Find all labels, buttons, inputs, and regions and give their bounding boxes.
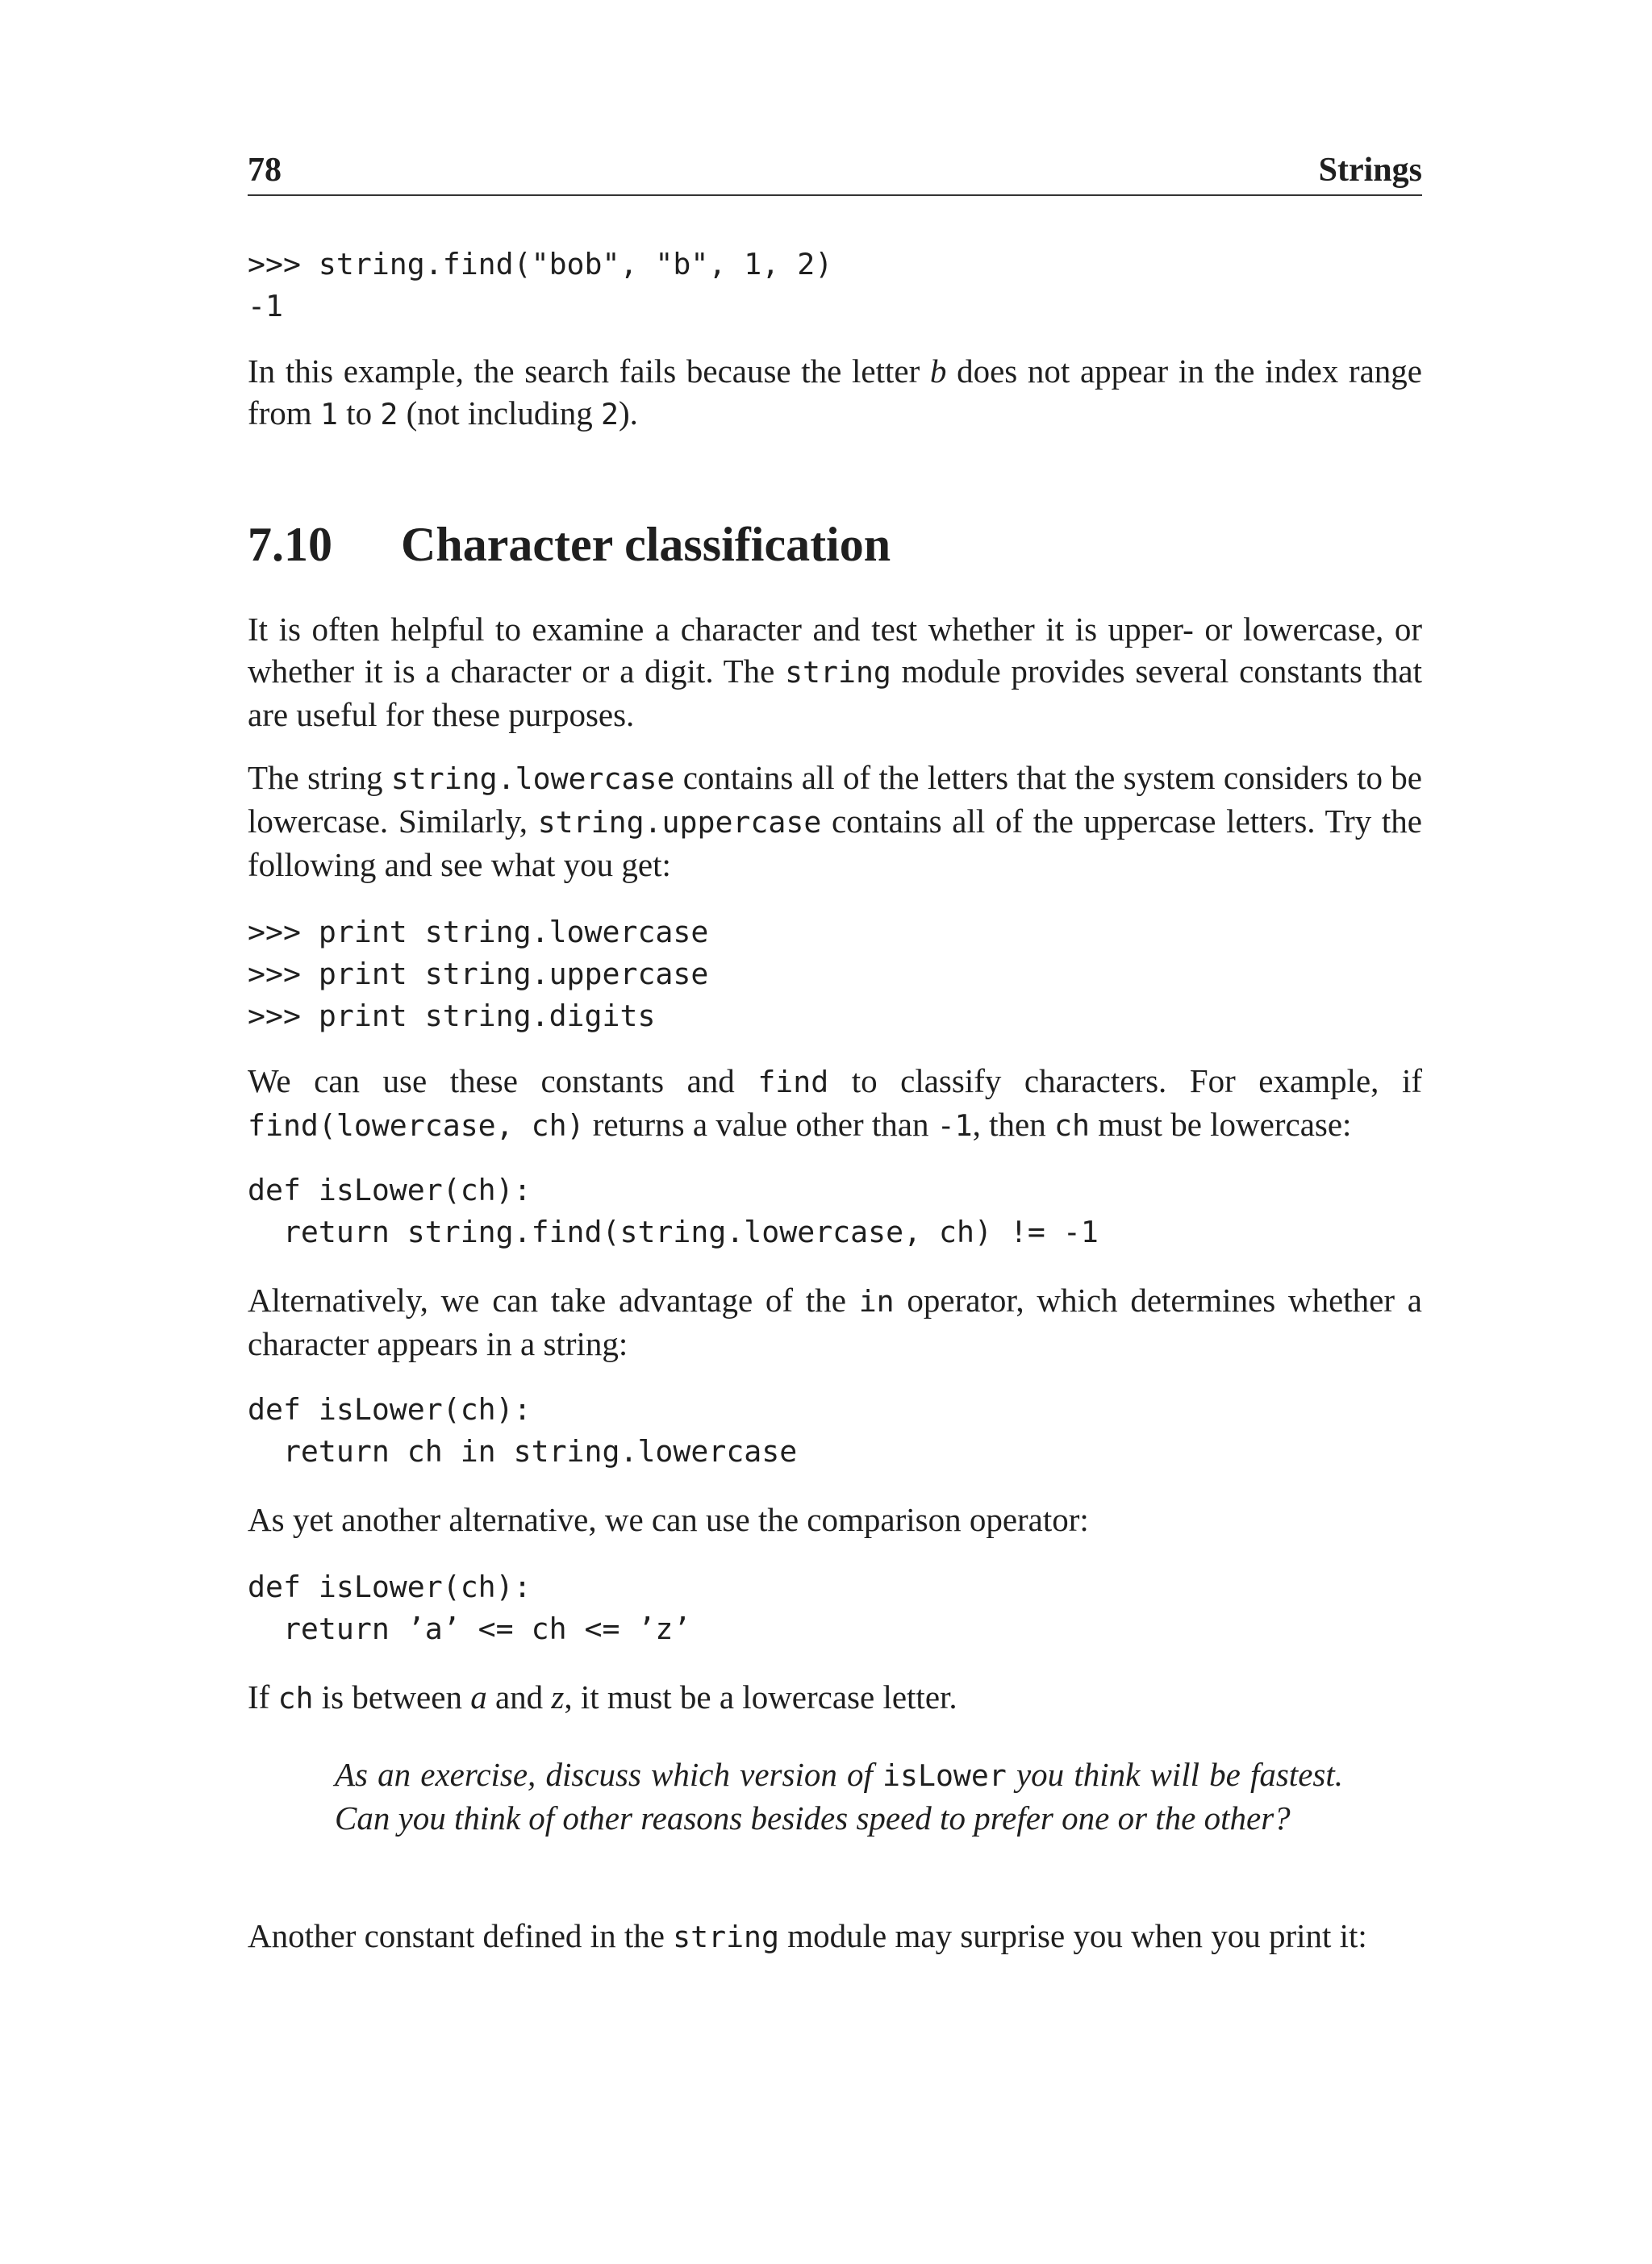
text: We can use these constants and bbox=[248, 1062, 758, 1099]
inline-code: ch bbox=[1054, 1108, 1090, 1143]
code-line: >>> print string.uppercase bbox=[248, 957, 709, 991]
text: (not including bbox=[398, 394, 601, 432]
inline-code: find bbox=[757, 1065, 829, 1099]
paragraph-in-operator bbox=[248, 1279, 1422, 1365]
code-line: >>> print string.lowercase bbox=[248, 915, 709, 949]
italic-letter: z bbox=[551, 1678, 565, 1716]
inline-code: isLower bbox=[882, 1758, 1007, 1793]
text: to bbox=[337, 394, 381, 432]
inline-code: find(lowercase, ch) bbox=[248, 1108, 585, 1143]
text: If bbox=[248, 1678, 278, 1716]
exercise-callout bbox=[335, 1753, 1343, 1839]
code-block-islower-compare bbox=[248, 1566, 1422, 1650]
text: you think will be fastest. Can you think of other reasons besides speed to prefer one or the other? bbox=[335, 1756, 1343, 1837]
page-number: 78 bbox=[248, 152, 282, 189]
code-block-print-constants bbox=[248, 911, 1422, 1037]
paragraph-between-a-z bbox=[248, 1676, 1422, 1720]
text: is between bbox=[313, 1678, 471, 1716]
code-line: def isLower(ch): bbox=[248, 1570, 532, 1604]
code-block-islower-find bbox=[248, 1170, 1422, 1253]
code-line: return ’a’ <= ch <= ’z’ bbox=[248, 1611, 691, 1646]
inline-code: ch bbox=[277, 1681, 314, 1716]
text: module may surprise you when you print it: bbox=[779, 1917, 1367, 1954]
code-block-islower-in bbox=[248, 1389, 1422, 1473]
section-heading bbox=[248, 516, 1422, 573]
code-line: def isLower(ch): bbox=[248, 1392, 532, 1427]
text: operator, which determines whether a character appears in a string: bbox=[248, 1282, 1422, 1362]
text: The string bbox=[248, 759, 391, 796]
text: It is often helpful to examine a character and test whether it is upper- or lowercase, or whether it is a character or a digit. The bbox=[248, 611, 1422, 690]
code-line: def isLower(ch): bbox=[248, 1173, 532, 1207]
inline-code: string.uppercase bbox=[537, 805, 822, 840]
italic-letter: a bbox=[470, 1678, 487, 1716]
text: returns a value other than bbox=[584, 1106, 937, 1143]
text: ). bbox=[618, 394, 638, 432]
text: contains all of the uppercase letters. Try the following and see what you get: bbox=[248, 803, 1422, 883]
text: and bbox=[486, 1678, 552, 1716]
inline-code: in bbox=[858, 1284, 895, 1319]
code-line: -1 bbox=[248, 289, 283, 323]
inline-code: string bbox=[673, 1920, 780, 1954]
section-title: Character classification bbox=[401, 518, 891, 571]
text: to classify characters. For example, if bbox=[828, 1062, 1422, 1099]
inline-code: string.lowercase bbox=[390, 761, 675, 796]
code-line: >>> print string.digits bbox=[248, 999, 656, 1033]
text: , then bbox=[972, 1106, 1054, 1143]
text: As yet another alternative, we can use the comparison operator: bbox=[248, 1501, 1089, 1538]
paragraph-comparison-operator bbox=[248, 1499, 1422, 1541]
text: contains all of the letters that the system considers to be lowercase. Similarly, bbox=[248, 759, 1422, 840]
text: Alternatively, we can take advantage of the bbox=[248, 1282, 859, 1319]
paragraph-another-constant bbox=[248, 1915, 1422, 1958]
section-number: 7.10 bbox=[248, 518, 332, 571]
running-head bbox=[248, 148, 1422, 196]
text: In this example, the search fails because the letter bbox=[248, 352, 930, 390]
code-block-find-example bbox=[248, 244, 1422, 327]
text: As an exercise, discuss which version of bbox=[335, 1756, 883, 1793]
inline-code: 1 bbox=[319, 397, 338, 432]
paragraph-intro bbox=[248, 608, 1422, 736]
paragraph-search-fails bbox=[248, 350, 1422, 436]
text: module provides several constants that are useful for these purposes. bbox=[248, 653, 1422, 733]
code-line: return ch in string.lowercase bbox=[248, 1434, 798, 1469]
inline-code: string bbox=[785, 655, 891, 690]
code-line: >>> string.find("bob", "b", 1, 2) bbox=[248, 247, 833, 281]
inline-code: 2 bbox=[601, 397, 619, 432]
text: does not appear in the index range from bbox=[248, 352, 1422, 432]
italic-letter: b bbox=[929, 352, 947, 390]
inline-code: 2 bbox=[380, 397, 398, 432]
chapter-title: Strings bbox=[1318, 152, 1422, 189]
code-line: return string.find(string.lowercase, ch) != -1 bbox=[248, 1215, 1099, 1249]
paragraph-find-classify bbox=[248, 1060, 1422, 1147]
text: must be lowercase: bbox=[1089, 1106, 1352, 1143]
inline-code: -1 bbox=[937, 1108, 973, 1143]
paragraph-lowercase-constant bbox=[248, 757, 1422, 886]
text: , it must be a lowercase letter. bbox=[564, 1678, 957, 1716]
text: Another constant defined in the bbox=[248, 1917, 674, 1954]
